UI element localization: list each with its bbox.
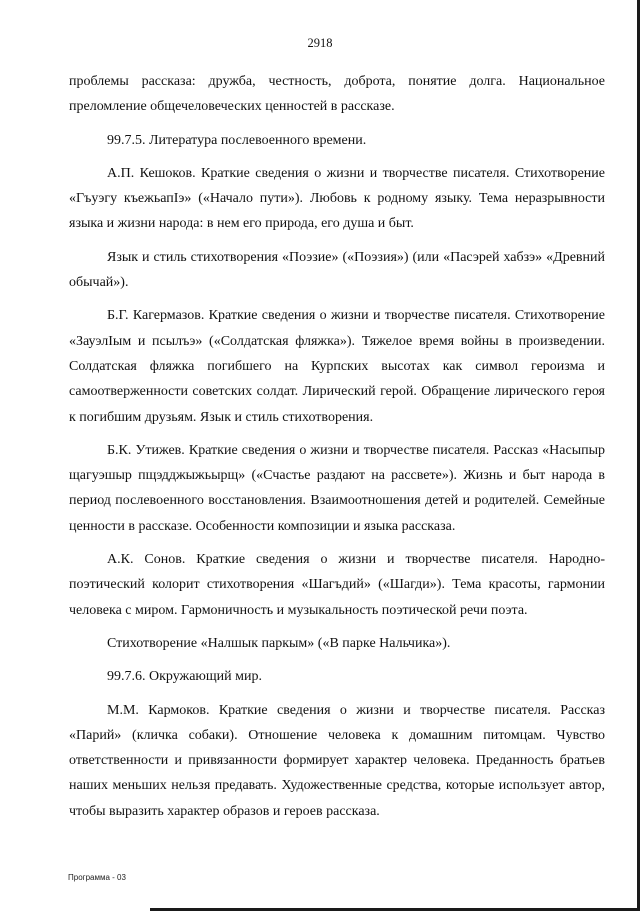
section-heading-99-7-6: 99.7.6. Окружающий мир. (107, 669, 263, 685)
section-heading-99-7-5: 99.7.5. Литература послевоенного времени. (107, 132, 367, 148)
paragraph-keshokov: А.П. Кешоков. Краткие сведения о жизни и творчестве писателя. Стихотворение «Гъуэгу къежьапІэ» («Начало пути»). Любовь к родному языку. Тема неразрывности языка и жизни народа: в нем его природа, его душа и быт. (69, 165, 605, 232)
paragraph-sonov: А.К. Сонов. Краткие сведения о жизни и творчестве писателя. Народно-поэтический колорит стихотворения «Шагъдий» («Шагди»). Тема красоты, гармонии человека с миром. Гармоничность и музыкальность поэтической речи поэта. (69, 552, 605, 618)
paragraph-nalchik-park: Стихотворение «Налшык паркым» («В парке Нальчика»). (107, 635, 451, 651)
page-number: 2918 (307, 36, 333, 50)
paragraph-continuation: проблемы рассказа: дружба, честность, доброта, понятие долга. Национальное преломление общечеловеческих ценностей в рассказе. (69, 74, 605, 115)
paragraph-karmokov: М.М. Кармоков. Краткие сведения о жизни и творчестве писателя. Рассказ «Парий» (кличка собаки). Отношение человека к домашним питомцам. Чувство ответственности и привязанности формирует характер человека. Преданность братьев наших меньших нельзя предавать. Художественные средства, которые использует автор, чтобы выразить характер образов и героев рассказа. (69, 702, 605, 819)
paragraph-kagermazov: Б.Г. Кагермазов. Краткие сведения о жизни и творчестве писателя. Стихотворение «ЗауэлІым и псылъэ» («Солдатская фляжка»). Тяжелое время войны в произведении. Солдатская фляжка погибшего на Курпских высотах как символ героизма и самоотверженности советских солдат. Лирический герой. Обращение лирического героя к погибшим друзьям. Язык и стиль стихотворения. (69, 308, 605, 425)
footer-label: Программа - 03 (68, 873, 126, 882)
paragraph-utizhev: Б.К. Утижев. Краткие сведения о жизни и творчестве писателя. Рассказ «Насыпыр щагуэшыр пщэдджыжьырщ» («Счастье раздают на рассвете»). Жизнь и быт народа в период послевоенного восстановления. Взаимоотношения детей и родителей. Семейные ценности в рассказе. Особенности композиции и языка рассказа. (69, 442, 605, 534)
document-body (69, 69, 605, 832)
paragraph-poetry-style: Язык и стиль стихотворения «Поэзие» («Поэзия») (или «Пасэрей хабзэ» «Древний обычай»). (69, 249, 605, 291)
